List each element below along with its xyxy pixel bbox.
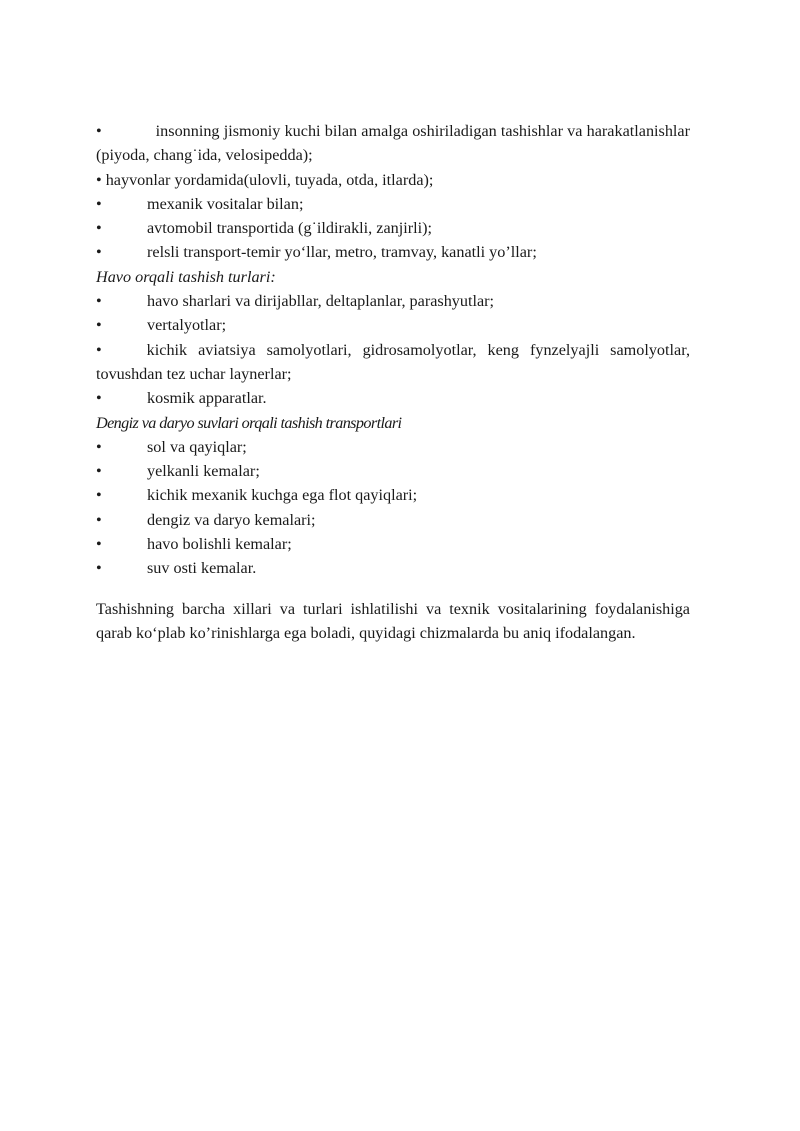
bullet-marker: • — [96, 340, 102, 359]
list-item-animals: • hayvonlar yordamida(ulovli, tuyada, otda, itlarda); — [96, 170, 434, 189]
list-item-text: vertalyotlar; — [147, 316, 227, 335]
list-item-text: insonning jismoniy kuchi bilan amalga oshiriladigan tashishlar va harakatlanishlar (piyoda, chang˙ida, velosipedda); — [96, 122, 690, 165]
list-item-text: mexanik vositalar bilan; — [147, 194, 304, 213]
list-item — [96, 313, 690, 337]
section-heading-air: Havo orqali tashish turlari: — [96, 267, 276, 286]
bullet-marker: • — [96, 486, 102, 505]
list-item-text: kichik mexanik kuchga ega flot qayiqlari; — [147, 486, 418, 505]
bullet-marker: • — [96, 437, 102, 456]
section-heading-water: Dengiz va daryo suvlari orqali tashish transportlari — [96, 413, 402, 432]
bullet-marker: • — [96, 559, 102, 578]
bullet-marker: • — [96, 243, 102, 262]
list-item-text: havo sharlari va dirijabllar, deltaplanlar, parashyutlar; — [147, 292, 495, 311]
list-item-text: kichik aviatsiya samolyotlari, gidrosamolyotlar, keng fynzelyajli samolyotlar, tovushdan tez uchar laynerlar; — [96, 340, 690, 383]
list-item — [96, 508, 690, 532]
document-page — [96, 119, 690, 662]
list-item — [96, 459, 690, 483]
bullet-marker: • — [96, 194, 102, 213]
list-item — [96, 483, 690, 507]
list-item — [96, 435, 690, 459]
conclusion-paragraph: Tashishning barcha xillari va turlari ishlatilishi va texnik vositalarining foydalanishiga qarab ko‘plab ko’rinishlarga ega boladi, quyidagi chizmalarda bu aniq ifodalangan. — [96, 599, 690, 643]
list-item — [96, 386, 690, 410]
list-item-text: yelkanli kemalar; — [147, 462, 260, 481]
bullet-marker: • — [96, 292, 102, 311]
bullet-marker: • — [96, 535, 102, 554]
bullet-marker: • — [96, 219, 102, 238]
bullet-marker: • — [96, 122, 102, 140]
list-item-text: avtomobil transportida (g˙ildirakli, zanjirli); — [147, 219, 433, 238]
list-item-text: kosmik apparatlar. — [147, 389, 267, 408]
list-item — [96, 192, 690, 216]
list-item — [96, 289, 690, 313]
list-item — [96, 556, 690, 580]
list-item-text: havo bolishli kemalar; — [147, 535, 292, 554]
list-item — [96, 216, 690, 240]
list-item-text: relsli transport-temir yo‘llar, metro, tramvay, kanatli yo’llar; — [147, 243, 537, 262]
list-item — [96, 240, 690, 264]
list-item-text: dengiz va daryo kemalari; — [147, 510, 316, 529]
bullet-marker: • — [96, 510, 102, 529]
bullet-marker: • — [96, 462, 102, 481]
list-item-text: suv osti kemalar. — [147, 559, 257, 578]
list-item — [96, 119, 690, 168]
list-item — [96, 532, 690, 556]
list-item-text: sol va qayiqlar; — [147, 437, 247, 456]
bullet-marker: • — [96, 316, 102, 335]
list-item — [96, 338, 690, 387]
bullet-marker: • — [96, 389, 102, 408]
